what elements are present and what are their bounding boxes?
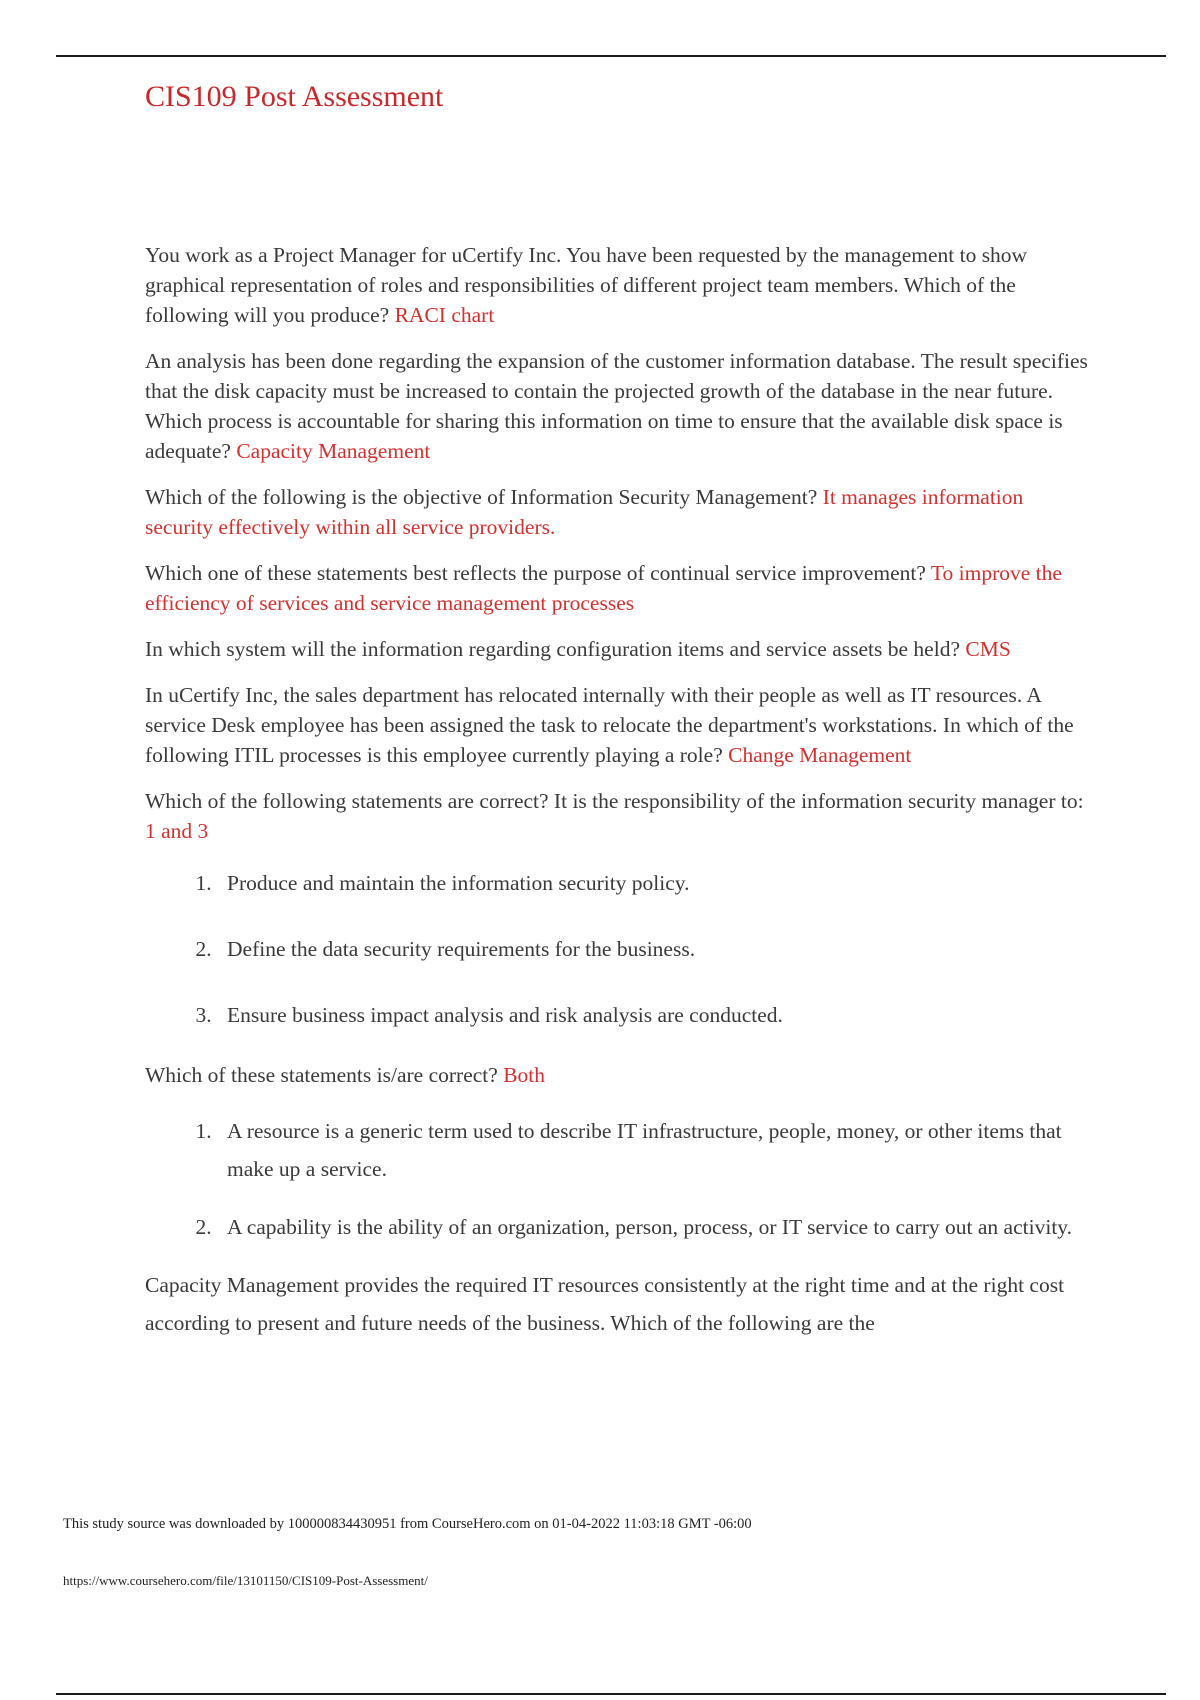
- download-notice: This study source was downloaded by 100000834430951 from CourseHero.com on 01-04-2022 11:03:18 GMT -06:00: [63, 1516, 752, 1532]
- answer-8: Both: [503, 1063, 546, 1087]
- option-item: 3. Ensure business impact analysis and risk analysis are conducted.: [217, 1000, 1090, 1030]
- source-url: https://www.coursehero.com/file/13101150/CIS109-Post-Assessment/: [63, 1573, 428, 1588]
- option-item: 1. Produce and maintain the information security policy.: [217, 868, 1090, 898]
- question-7: Which of the following statements are correct? It is the responsibility of the information security manager to: 1 and 3: [145, 789, 1084, 843]
- answer-2: Capacity Management: [236, 439, 431, 463]
- answer-3: It manages information security effectively within all service providers.: [145, 485, 1024, 539]
- question-2: An analysis has been done regarding the expansion of the customer information database. The result specifies that the disk capacity must be increased to contain the projected growth of the database in the near future. Which process is accountable for sharing this information on time to ensure that the available disk space is adequate? Capacity Management: [145, 349, 1088, 463]
- answer-4: To improve the efficiency of services and service management processes: [145, 561, 1062, 615]
- option-item: 2. A capability is the ability of an organization, person, process, or IT service to carry out an activity.: [217, 1208, 1090, 1246]
- answer-5: CMS: [965, 637, 1011, 661]
- question-8-options: [145, 1112, 1090, 1246]
- question-1: You work as a Project Manager for uCertify Inc. You have been requested by the management to show graphical representation of roles and responsibilities of different project team members. Which of the following will you produce? RACI chart: [145, 243, 1028, 327]
- answer-6: Change Management: [728, 743, 912, 767]
- question-6: In uCertify Inc, the sales department has relocated internally with their people as well as IT resources. A service Desk employee has been assigned the task to relocate the department's workstations. In which of the following ITIL processes is this employee currently playing a role? Change Management: [145, 683, 1074, 767]
- answer-7: 1 and 3: [145, 819, 209, 843]
- question-8: Which of these statements is/are correct? Both: [145, 1063, 546, 1087]
- option-item: 1. A resource is a generic term used to describe IT infrastructure, people, money, or other items that make up a service.: [217, 1112, 1090, 1188]
- document-body: [145, 240, 1090, 1358]
- question-9: Capacity Management provides the required IT resources consistently at the right time and at the right cost according to present and future needs of the business. Which of the following are the: [145, 1273, 1065, 1335]
- document-title: CIS109 Post Assessment: [145, 80, 444, 113]
- question-4: Which one of these statements best reflects the purpose of continual service improvement? To improve the efficiency of services and service management processes: [145, 561, 1062, 615]
- option-item: 2. Define the data security requirements for the business.: [217, 934, 1090, 964]
- top-rule: [56, 55, 1166, 57]
- answer-1: RACI chart: [394, 303, 495, 327]
- question-7-options: [145, 868, 1090, 1030]
- question-3: Which of the following is the objective of Information Security Management? It manages information security effectively within all service providers.: [145, 485, 1024, 539]
- question-5: In which system will the information regarding configuration items and service assets be held? CMS: [145, 637, 1011, 661]
- bottom-rule: [56, 1693, 1166, 1695]
